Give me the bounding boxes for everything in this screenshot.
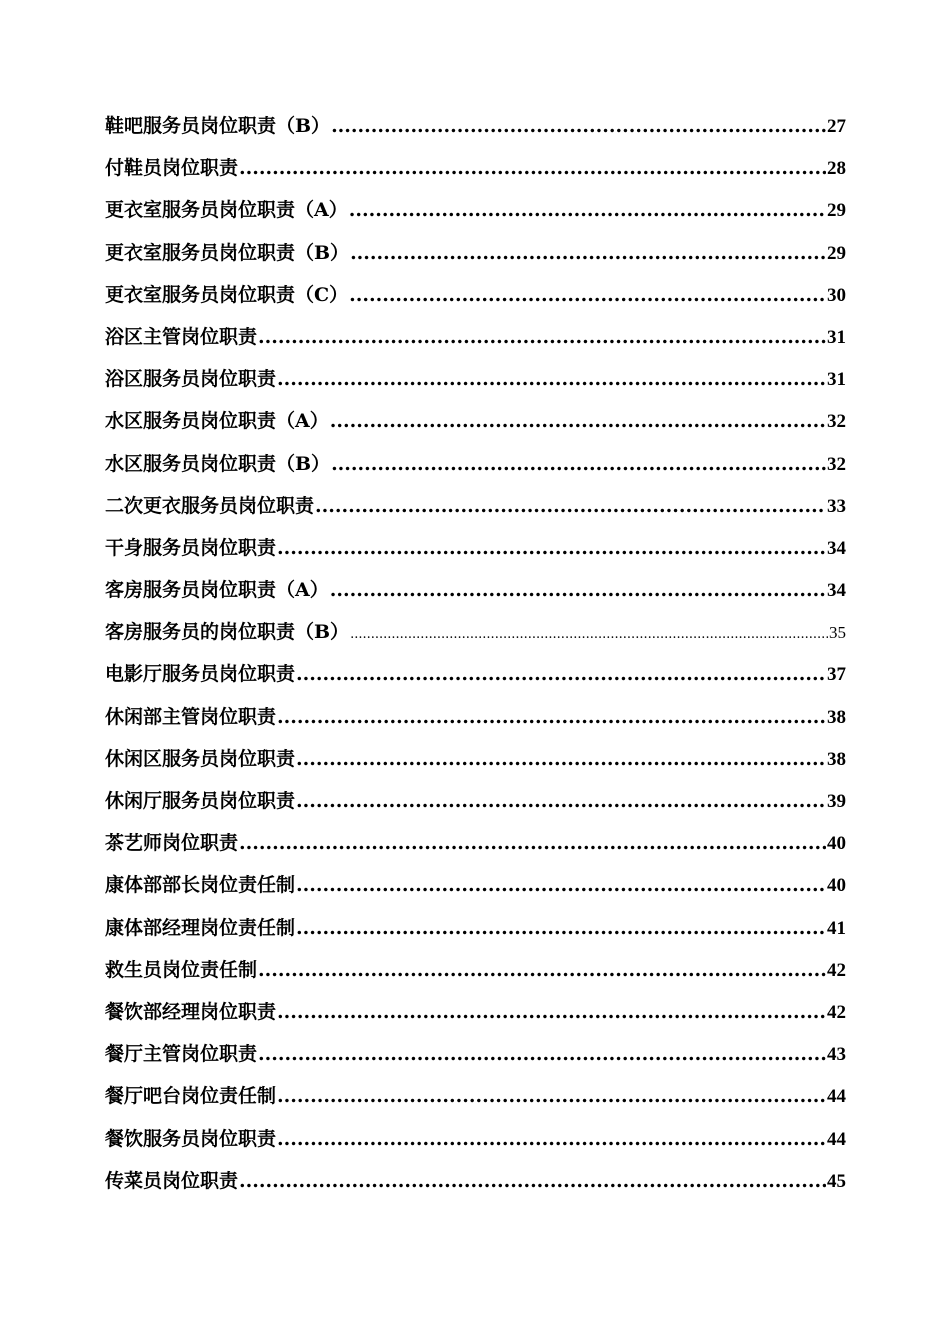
toc-entry-title: 救生员岗位责任制 <box>105 958 258 981</box>
toc-entry[interactable] <box>105 527 846 569</box>
toc-entry-page-number: 32 <box>827 411 846 433</box>
toc-dot-leader <box>277 991 826 1033</box>
toc-entry-page-number: 45 <box>827 1170 846 1192</box>
toc-entry[interactable] <box>105 358 846 400</box>
toc-entry[interactable] <box>105 274 846 316</box>
table-of-contents <box>105 105 846 1202</box>
toc-entry-title: 餐厅吧台岗位责任制 <box>105 1085 277 1108</box>
toc-entry[interactable] <box>105 949 846 991</box>
toc-entry[interactable] <box>105 316 846 358</box>
toc-entry-title: 鞋吧服务员岗位职责（B） <box>105 115 331 137</box>
toc-entry[interactable] <box>105 864 846 906</box>
toc-entry-page-number: 41 <box>827 917 846 939</box>
toc-entry[interactable] <box>105 907 846 949</box>
toc-entry-title: 康体部部长岗位责任制 <box>105 874 296 897</box>
toc-entry-page-number: 34 <box>827 537 846 559</box>
toc-dot-leader <box>258 1033 826 1075</box>
toc-entry-title: 餐厅主管岗位职责 <box>105 1043 258 1066</box>
toc-entry[interactable] <box>105 1160 846 1202</box>
toc-dot-leader <box>330 569 826 611</box>
toc-entry-title: 浴区主管岗位职责 <box>105 325 258 348</box>
toc-entry-title: 电影厅服务员岗位职责 <box>105 663 296 686</box>
toc-entry-page-number: 38 <box>827 748 846 770</box>
toc-dot-leader <box>239 822 826 864</box>
toc-entry[interactable] <box>105 611 846 653</box>
toc-dot-leader <box>350 614 828 656</box>
toc-entry-page-number: 43 <box>827 1044 846 1066</box>
toc-entry-page-number: 44 <box>827 1086 846 1108</box>
toc-dot-leader <box>350 232 826 274</box>
toc-dot-leader <box>349 274 826 316</box>
toc-dot-leader <box>239 147 826 189</box>
toc-dot-leader <box>330 400 826 442</box>
toc-entry-page-number: 34 <box>827 580 846 602</box>
toc-entry-page-number: 29 <box>827 242 846 264</box>
toc-entry[interactable] <box>105 1075 846 1117</box>
toc-dot-leader <box>277 1075 826 1117</box>
toc-entry[interactable] <box>105 738 846 780</box>
toc-entry-title: 客房服务员岗位职责（A） <box>105 579 329 602</box>
toc-entry-title: 更衣室服务员岗位职责（C） <box>105 283 349 306</box>
toc-dot-leader <box>239 1160 826 1202</box>
toc-entry[interactable] <box>105 653 846 695</box>
toc-entry[interactable] <box>105 822 846 864</box>
toc-entry-title: 更衣室服务员岗位职责（B） <box>105 241 350 264</box>
toc-dot-leader <box>315 485 826 527</box>
toc-entry[interactable] <box>105 696 846 738</box>
toc-entry-page-number: 30 <box>827 284 846 306</box>
toc-entry-title: 休闲厅服务员岗位职责 <box>105 790 296 812</box>
toc-entry-page-number: 28 <box>827 158 846 180</box>
toc-entry-title: 浴区服务员岗位职责 <box>105 368 277 391</box>
toc-dot-leader <box>296 864 826 906</box>
toc-entry-title: 更衣室服务员岗位职责（A） <box>105 199 348 222</box>
toc-entry-page-number: 40 <box>827 833 846 855</box>
toc-dot-leader <box>296 738 826 780</box>
toc-entry[interactable] <box>105 1033 846 1075</box>
toc-entry-title: 干身服务员岗位职责 <box>105 536 277 559</box>
toc-dot-leader <box>296 907 826 949</box>
toc-entry-title: 康体部经理岗位责任制 <box>105 916 296 939</box>
toc-entry[interactable] <box>105 569 846 611</box>
toc-entry-page-number: 37 <box>827 664 846 686</box>
toc-entry-page-number: 31 <box>827 326 846 348</box>
toc-entry-page-number: 32 <box>827 453 846 475</box>
toc-dot-leader <box>331 443 826 485</box>
toc-entry[interactable] <box>105 189 846 231</box>
toc-entry-title: 二次更衣服务员岗位职责 <box>105 494 315 517</box>
toc-entry-page-number: 42 <box>827 959 846 981</box>
toc-dot-leader <box>296 780 826 822</box>
toc-entry[interactable] <box>105 400 846 442</box>
toc-entry-title: 传菜员岗位职责 <box>105 1169 239 1192</box>
toc-dot-leader <box>258 949 826 991</box>
toc-entry-title: 休闲区服务员岗位职责 <box>105 747 296 770</box>
toc-entry-page-number: 39 <box>827 791 846 812</box>
toc-entry-title: 餐饮服务员岗位职责 <box>105 1127 277 1150</box>
toc-entry-title: 休闲部主管岗位职责 <box>105 705 277 728</box>
toc-dot-leader <box>277 358 826 400</box>
toc-entry-page-number: 31 <box>827 369 846 391</box>
toc-dot-leader <box>277 527 826 569</box>
toc-entry-page-number: 38 <box>827 706 846 728</box>
toc-entry[interactable] <box>105 443 846 485</box>
toc-dot-leader <box>258 316 826 358</box>
toc-entry-page-number: 40 <box>827 875 846 897</box>
toc-entry-title: 餐饮部经理岗位职责 <box>105 1000 277 1023</box>
toc-entry-title: 茶艺师岗位职责 <box>105 832 239 855</box>
toc-dot-leader <box>277 696 826 738</box>
toc-entry-page-number: 27 <box>827 116 846 137</box>
toc-entry[interactable] <box>105 105 846 147</box>
toc-entry[interactable] <box>105 991 846 1033</box>
toc-entry-title: 付鞋员岗位职责 <box>105 157 239 180</box>
toc-dot-leader <box>349 189 826 231</box>
toc-entry-page-number: 33 <box>827 495 846 517</box>
toc-dot-leader <box>277 1118 826 1160</box>
toc-dot-leader <box>331 105 826 147</box>
toc-entry-title: 水区服务员岗位职责（A） <box>105 410 329 433</box>
toc-entry-title: 水区服务员岗位职责（B） <box>105 452 331 475</box>
toc-entry[interactable] <box>105 780 846 822</box>
toc-entry[interactable] <box>105 147 846 189</box>
toc-entry-page-number: 35 <box>829 623 846 643</box>
toc-entry-page-number: 42 <box>827 1001 846 1023</box>
toc-entry[interactable] <box>105 232 846 274</box>
toc-entry[interactable] <box>105 485 846 527</box>
toc-entry-page-number: 44 <box>827 1128 846 1150</box>
toc-entry-title: 客房服务员的岗位职责（B） <box>105 621 350 644</box>
toc-dot-leader <box>296 653 826 695</box>
toc-entry[interactable] <box>105 1118 846 1160</box>
toc-entry-page-number: 29 <box>827 200 846 222</box>
